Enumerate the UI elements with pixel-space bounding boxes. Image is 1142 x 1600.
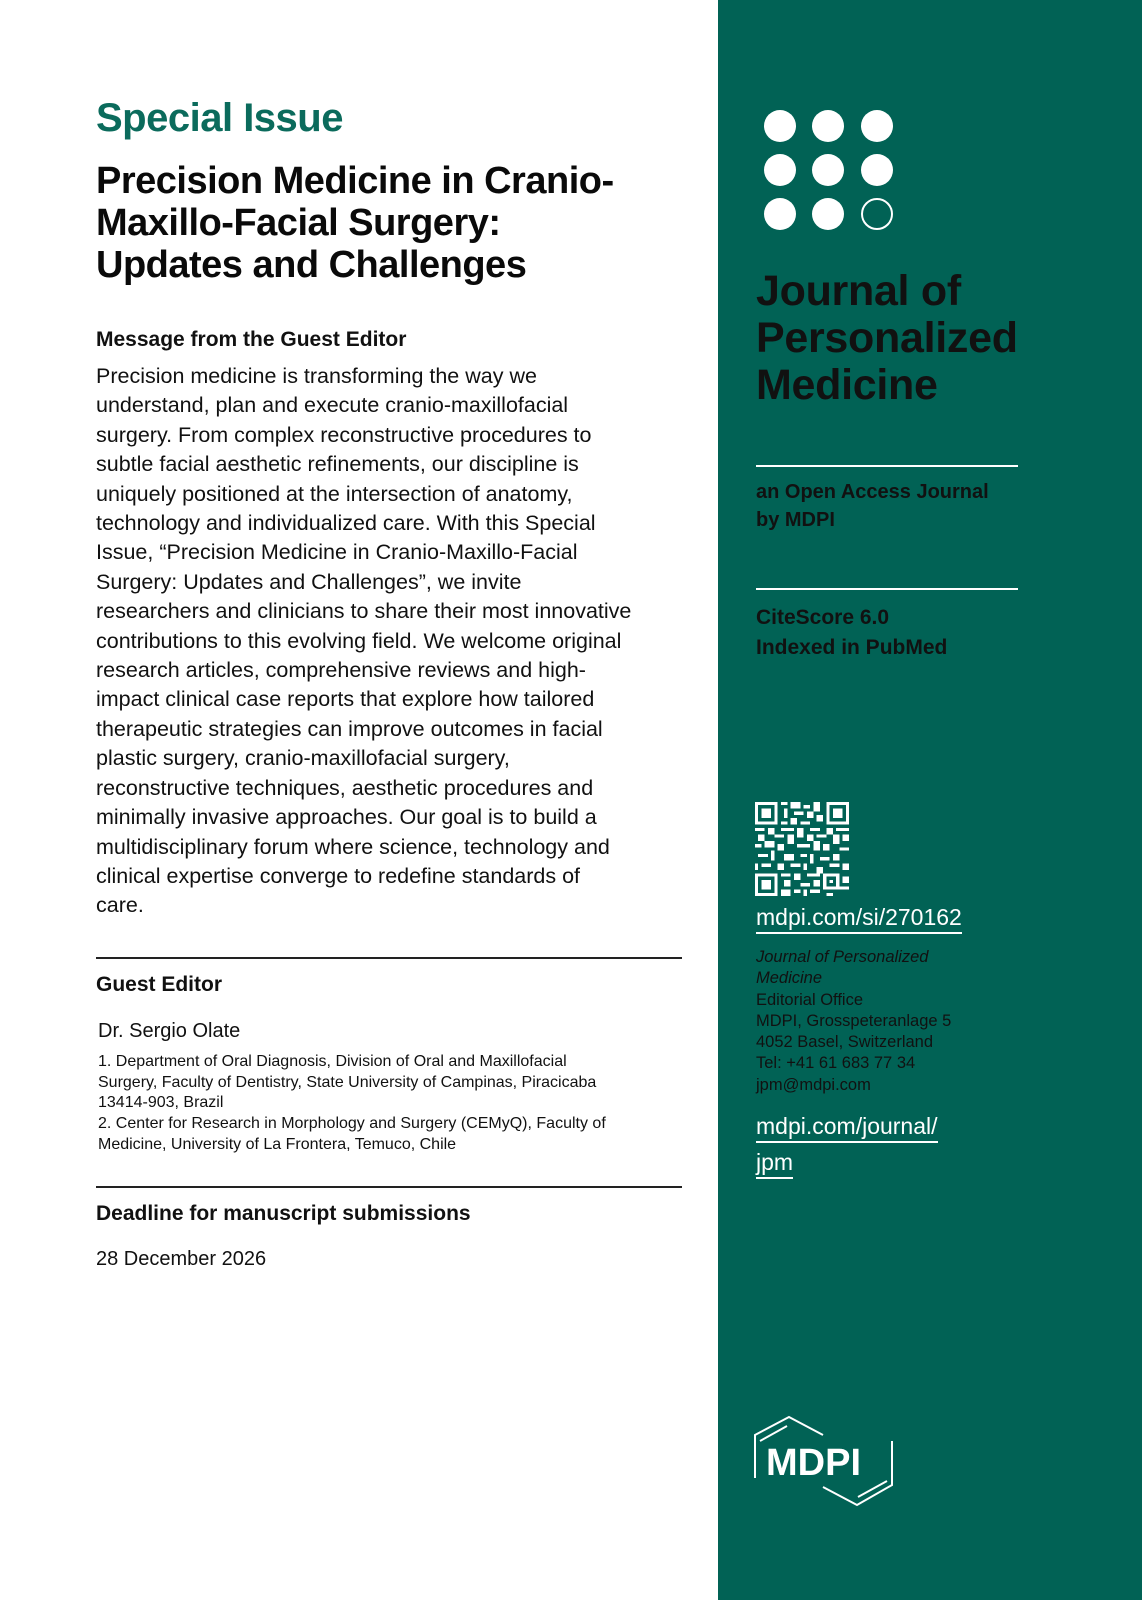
deadline-heading: Deadline for manuscript submissions [96,1202,471,1225]
section-divider [96,957,682,959]
office-line: 4052 Basel, Switzerland [756,1033,934,1052]
message-line: impact clinical case reports that explore how tailored [96,687,595,712]
journal-name [756,268,1018,409]
sidebar-divider [756,465,1018,467]
message-line: Precision medicine is transforming the way we [96,364,537,388]
journal-name-line: Personalized [756,314,1018,362]
office-line: MDPI, Grosspeteranlage 5 [756,1011,952,1030]
message-line: subtle facial aesthetic refinements, our discipline is [96,452,579,477]
svg-text:MDPI: MDPI [766,1442,861,1484]
office-line: Editorial Office [756,990,863,1009]
citescore: CiteScore 6.0 [756,606,890,629]
office-phone: Tel: +41 61 683 77 34 [756,1054,916,1073]
message-body [96,362,686,921]
title-line: Precision Medicine in Cranio- [96,160,614,202]
office-email[interactable]: jpm@mdpi.com [756,1075,871,1094]
office-journal-line: Medicine [756,969,823,988]
journal-metrics [756,603,947,663]
affiliation-line: Medicine, University of La Frontera, Temuco, Chile [98,1135,457,1153]
message-line: plastic surgery, cranio-maxillofacial surgery, [96,746,510,771]
special-issue-title [96,160,696,286]
message-line: multidisciplinary forum where science, technology and [96,834,610,859]
message-line: understand, plan and execute cranio-maxillofacial [96,393,569,418]
journal-name-line: Medicine [756,361,938,409]
guest-editor-affiliations [98,1052,688,1156]
message-line: care. [96,893,144,918]
message-line: surgery. From complex reconstructive procedures to [96,422,592,447]
title-line: Updates and Challenges [96,244,527,286]
open-access-line: by MDPI [756,509,835,531]
message-line: uniquely positioned at the intersection of anatomy, [96,481,573,506]
open-access-line: an Open Access Journal [756,481,989,503]
affiliation-line: 13414-903, Brazil [98,1094,224,1112]
editorial-office-address [756,947,951,1096]
message-heading: Message from the Guest Editor [96,328,407,351]
message-line: Issue, “Precision Medicine in Cranio-Maxillo-Facial [96,540,578,565]
guest-editor-name: Dr. Sergio Olate [98,1020,241,1042]
mdpi-logo-icon [754,1415,894,1511]
message-line: research articles, comprehensive reviews and high- [96,658,586,683]
journal-link-continued[interactable]: jpm [756,1149,793,1179]
open-access-text [756,478,989,534]
journal-dots-logo-icon [764,110,904,235]
indexing: Indexed in PubMed [756,636,948,659]
message-line: therapeutic strategies can improve outcomes in facial [96,716,603,741]
message-line: reconstructive techniques, aesthetic procedures and [96,775,594,800]
title-line: Maxillo-Facial Surgery: [96,202,501,244]
message-line: minimally invasive approaches. Our goal is to build a [96,805,597,830]
affiliation-line: Surgery, Faculty of Dentistry, State University of Campinas, Piracicaba [98,1073,597,1091]
journal-name-line: Journal of [756,267,961,315]
sidebar-divider [756,588,1018,590]
special-issue-link[interactable]: mdpi.com/si/270162 [756,904,962,934]
message-line: contributions to this evolving field. We welcome original [96,628,622,653]
affiliation-line: 1. Department of Oral Diagnosis, Division of Oral and Maxillofacial [98,1053,567,1070]
qr-code-icon[interactable] [755,802,849,896]
guest-editor-heading: Guest Editor [96,973,223,996]
journal-sidebar [718,0,1142,1600]
journal-link[interactable]: mdpi.com/journal/ [756,1113,938,1143]
office-journal-line: Journal of Personalized [756,948,929,966]
section-divider [96,1186,682,1188]
message-line: researchers and clinicians to share their most innovative [96,599,632,624]
message-line: technology and individualized care. With this Special [96,511,596,536]
affiliation-line: 2. Center for Research in Morphology and Surgery (CEMyQ), Faculty of [98,1115,606,1133]
deadline-date: 28 December 2026 [96,1248,267,1270]
message-line: clinical expertise converge to redefine standards of [96,863,581,888]
special-issue-label: Special Issue [96,96,343,140]
message-line: Surgery: Updates and Challenges”, we invite [96,569,522,594]
